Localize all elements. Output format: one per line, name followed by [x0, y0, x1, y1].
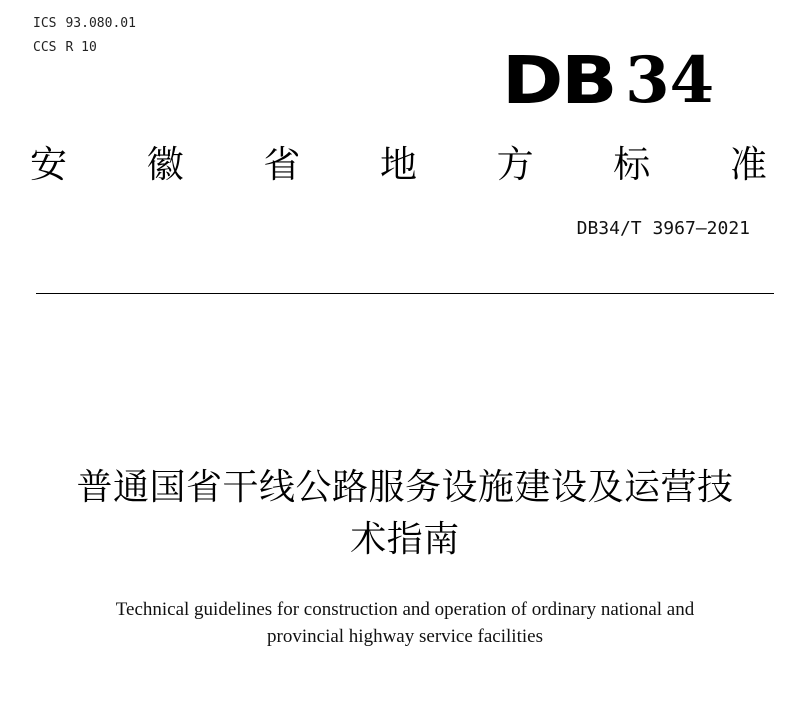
standard-level-heading	[30, 140, 767, 190]
standard-level-char: 准	[729, 143, 767, 186]
title-english-line-2: provincial highway service facilities	[267, 626, 543, 647]
ccs-label: CCS	[33, 40, 57, 55]
document-title-english	[40, 596, 770, 650]
ccs-code: R 10	[65, 40, 97, 55]
standard-level-char: 省	[263, 143, 301, 186]
standard-level-char: 标	[613, 143, 651, 186]
ics-label: ICS	[33, 16, 57, 31]
document-title-chinese	[40, 462, 770, 566]
ics-code: 93.080.01	[65, 16, 136, 31]
divider-line	[36, 293, 774, 294]
ics-line	[33, 12, 136, 36]
standard-number: DB34/T 3967—2021	[576, 218, 750, 239]
standard-level-char: 安	[30, 143, 67, 186]
classification-codes	[33, 12, 136, 60]
title-english-line-1: Technical guidelines for construction and operation of ordinary national and	[115, 599, 695, 620]
standard-mark-number: 34	[625, 43, 715, 118]
title-chinese-line-2: 术指南	[350, 519, 460, 560]
ccs-line	[33, 36, 136, 60]
standard-level-char: 方	[496, 143, 534, 186]
standard-mark	[502, 42, 715, 119]
standard-mark-letters: DB	[502, 42, 616, 119]
standard-level-char: 地	[379, 143, 417, 186]
title-chinese-line-1: 普通国省干线公路服务设施建设及运营技	[76, 467, 734, 508]
standard-level-char: 徽	[146, 143, 184, 186]
